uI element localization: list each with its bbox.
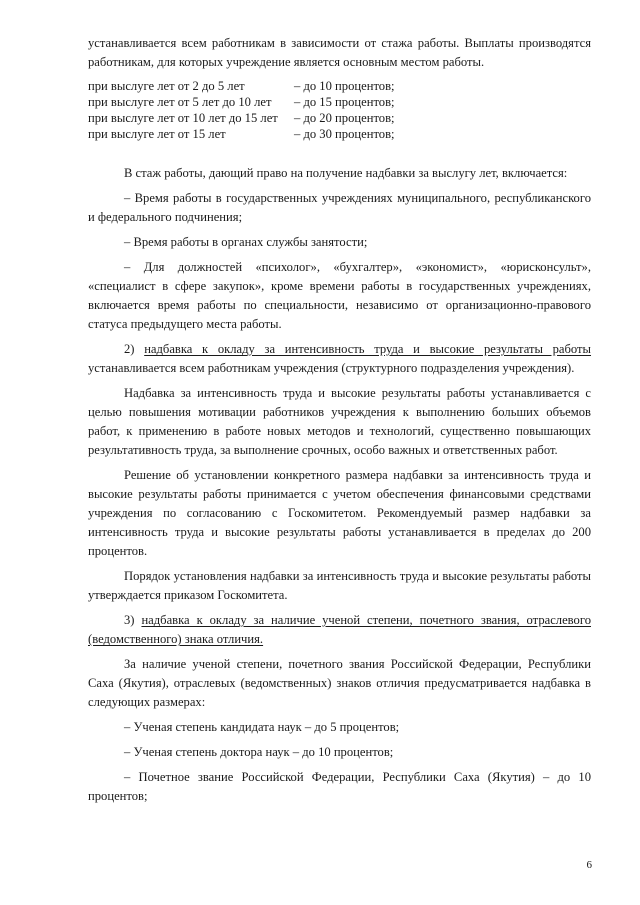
seniority-row — [88, 94, 591, 110]
seniority-row — [88, 78, 591, 94]
section-3-heading — [88, 611, 591, 649]
section-2-heading — [88, 340, 591, 378]
list-item-candidate-degree: – Ученая степень кандидата наук – до 5 процентов; — [124, 720, 400, 734]
page-number: 6 — [586, 859, 592, 871]
list-item-doctor-degree: – Ученая степень доктора наук – до 10 процентов; — [124, 745, 394, 759]
list-item-state-institutions: – Время работы в государственных учреждениях муниципального, республиканского и федерального подчинения; — [88, 191, 591, 224]
paragraph-degree-intro: За наличие ученой степени, почетного звания Российской Федерации, Республики Саха (Якутия), отраслевых (ведомственных) знаков отличия предусматривается надбавка в следующих размерах: — [88, 657, 591, 709]
paragraph-seniority-intro: устанавливается всем работникам в зависимости от стажа работы. Выплаты производятся работникам, для которых учреждение является основным местом работы. — [88, 36, 591, 69]
paragraph-seniority-includes: В стаж работы, дающий право на получение надбавки за выслугу лет, включается: — [124, 166, 568, 180]
seniority-row — [88, 126, 591, 142]
seniority-value: – до 10 процентов; — [294, 79, 395, 93]
list-item-employment-service: – Время работы в органах службы занятости; — [124, 235, 368, 249]
seniority-table — [88, 78, 591, 142]
seniority-row — [88, 110, 591, 126]
list-item-honorary-title: – Почетное звание Российской Федерации, Республики Саха (Якутия) – до 10 процентов; — [88, 770, 591, 803]
seniority-term: при выслуге лет от 15 лет — [88, 127, 226, 141]
list-item-positions: – Для должностей «психолог», «бухгалтер», «экономист», «юрисконсульт», «специалист в сфере закупок», кроме времени работы в государственных учреждениях, включается время работы по специальности, независимо от организационно-правового статуса предыдущего места работы. — [88, 260, 591, 331]
seniority-value: – до 20 процентов; — [294, 111, 395, 125]
section-number: 2) — [124, 342, 135, 356]
section-title: надбавка к окладу за интенсивность труда и высокие результаты работы — [144, 342, 592, 356]
section-text: устанавливается всем работникам учреждения (структурного подразделения учреждения). — [88, 361, 575, 375]
seniority-term: при выслуге лет от 2 до 5 лет — [88, 79, 245, 93]
paragraph-intensity-order: Порядок установления надбавки за интенсивность труда и высокие результаты работы утверждается приказом Госкомитета. — [88, 569, 591, 602]
paragraph-intensity-decision: Решение об установлении конкретного размера надбавки за интенсивность труда и высокие результаты работы принимается с учетом обеспечения финансовыми средствами учреждения по согласованию с Госкомитетом. Рекомендуемый размер надбавки за интенсивность труда и высокие результаты работы устанавливается в пределах до 200 процентов. — [88, 468, 591, 558]
seniority-value: – до 30 процентов; — [294, 127, 395, 141]
section-title: надбавка к окладу за наличие ученой степени, почетного звания, отраслевого (ведомственного) знака отличия. — [88, 613, 591, 646]
document-page — [88, 34, 591, 806]
seniority-term: при выслуге лет от 5 лет до 10 лет — [88, 95, 272, 109]
section-number: 3) — [124, 613, 135, 627]
seniority-term: при выслуге лет от 10 лет до 15 лет — [88, 111, 278, 125]
seniority-value: – до 15 процентов; — [294, 95, 395, 109]
paragraph-intensity-purpose: Надбавка за интенсивность труда и высокие результаты работы устанавливается с целью повышения мотивации работников учреждения к выполнению больших объемов работ, к применению в работе новых методов и технологий, существенно повышающих результативность труда, за выполнение срочных, особо важных и ответственных работ. — [88, 386, 591, 457]
